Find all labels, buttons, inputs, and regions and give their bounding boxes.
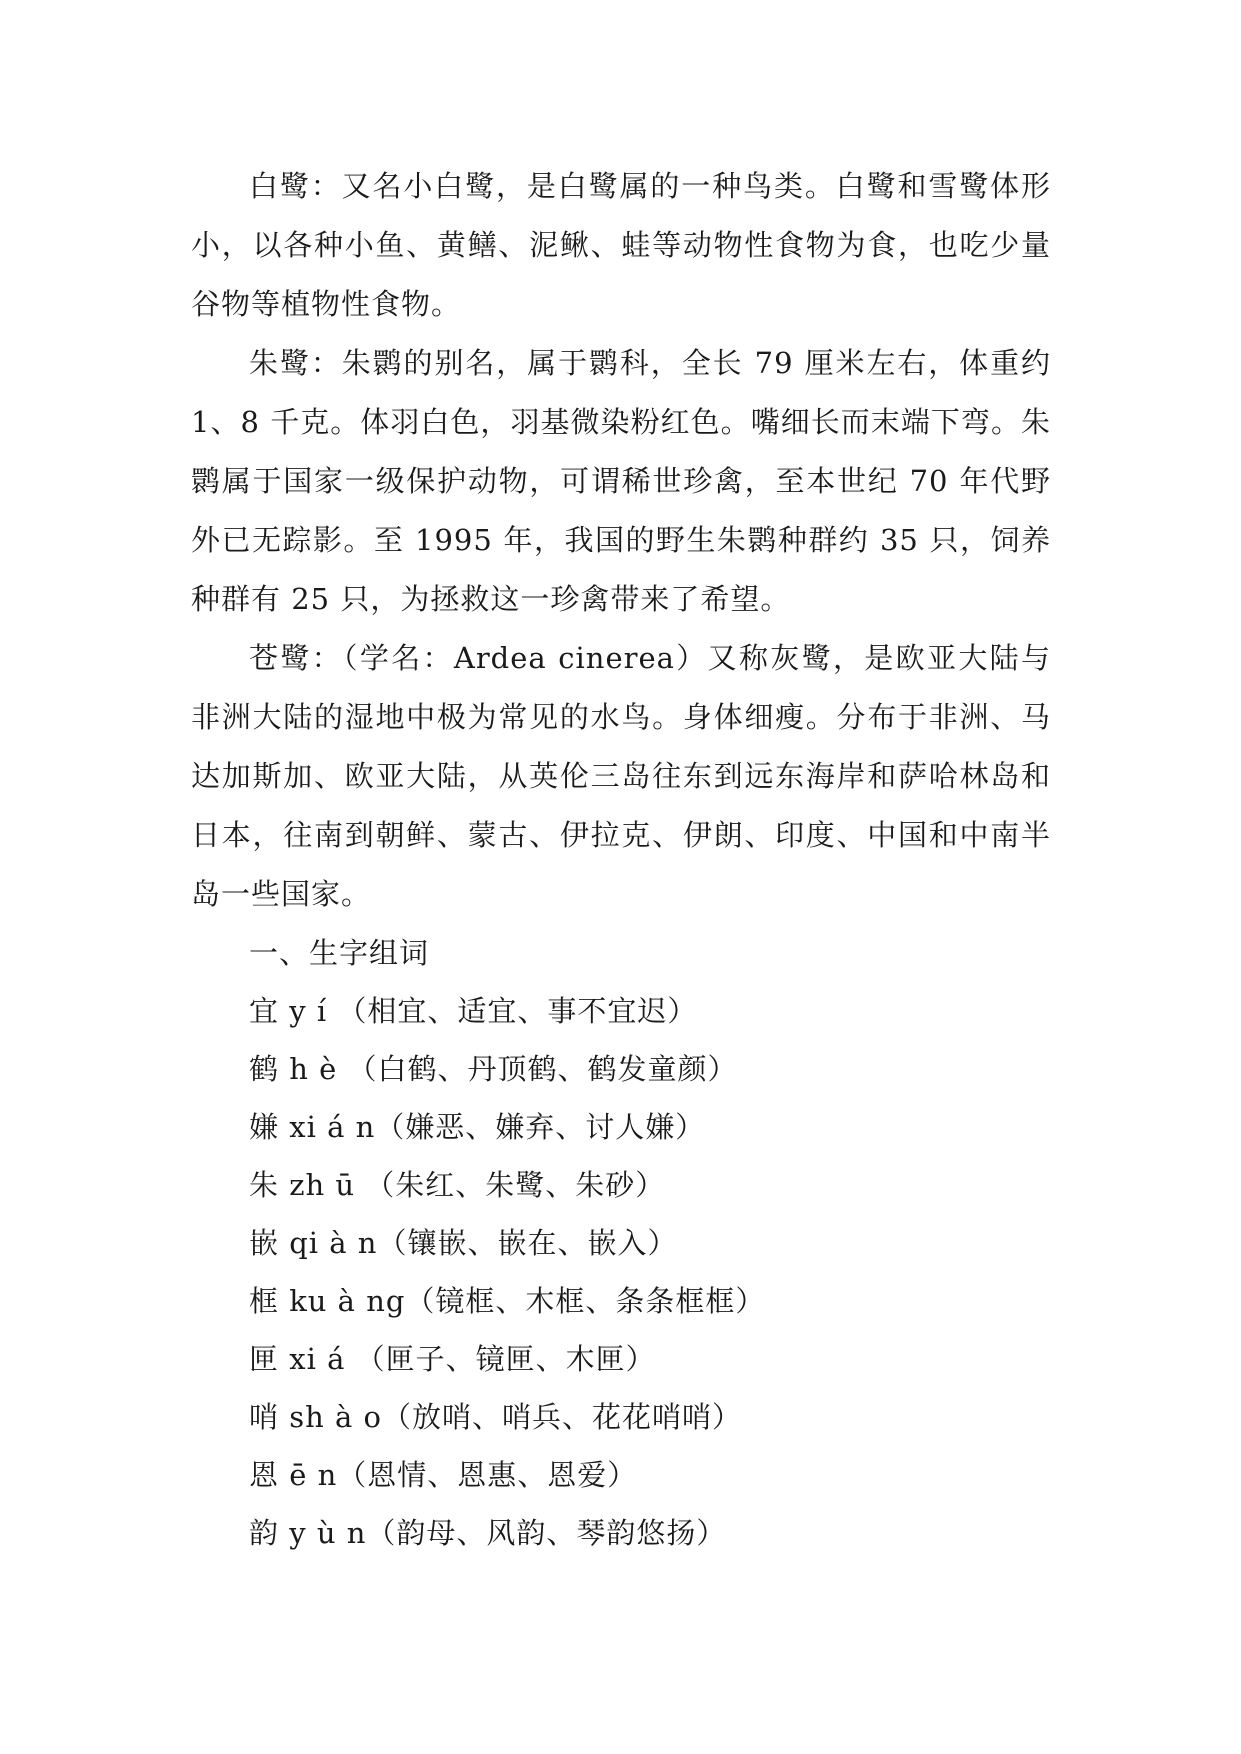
vocab-item: 嫌 xi á n（嫌恶、嫌弃、讨人嫌）: [249, 1110, 706, 1144]
vocab-item: 哨 sh à o（放哨、哨兵、花花哨哨）: [249, 1400, 742, 1434]
vocab-item: 鹤 h è （白鹤、丹顶鹤、鹤发童颜）: [249, 1052, 738, 1086]
vocab-item: 韵 y ù n（韵母、风韵、琴韵悠扬）: [249, 1516, 727, 1550]
vocab-item: 框 ku à ng（镜框、木框、条条框框）: [249, 1284, 766, 1318]
vocab-item: 匣 xi á （匣子、镜匣、木匣）: [249, 1342, 656, 1376]
paragraph-crested-ibis: 朱鹭：朱鹮的别名，属于鹮科，全长 79 厘米左右，体重约 1、8 千克。体羽白色，羽基微染粉红色。嘴细长而末端下弯。朱鹮属于国家一级保护动物，可谓稀世珍禽，至本世纪 70 年代野外已无踪影。至 1995 年，我国的野生朱鹮种群约 35 只，饲养种群有 25 只，为拯救这一珍禽带来了希望。: [191, 346, 1051, 616]
vocab-item: 恩 ē n（恩情、恩惠、恩爱）: [249, 1458, 638, 1492]
vocab-item: 嵌 qi à n（镶嵌、嵌在、嵌入）: [249, 1226, 678, 1260]
section-heading: 一、生字组词: [249, 936, 430, 970]
vocab-item: 宜 y í （相宜、适宜、事不宜迟）: [249, 994, 698, 1028]
paragraph-grey-heron: 苍鹭：（学名：Ardea cinerea）又称灰鹭，是欧亚大陆与非洲大陆的湿地中极为常见的水鸟。身体细瘦。分布于非洲、马达加斯加、欧亚大陆，从英伦三岛往东到远东海岸和萨哈林岛和日本，往南到朝鲜、蒙古、伊拉克、伊朗、印度、中国和中南半岛一些国家。: [191, 641, 1051, 911]
paragraph-egret: 白鹭：又名小白鹭，是白鹭属的一种鸟类。白鹭和雪鹭体形小，以各种小鱼、黄鳝、泥鳅、蛙等动物性食物为食，也吃少量谷物等植物性食物。: [191, 169, 1051, 321]
vocab-item: 朱 zh ū （朱红、朱鹭、朱砂）: [249, 1168, 666, 1202]
document-body: [191, 157, 1051, 1562]
